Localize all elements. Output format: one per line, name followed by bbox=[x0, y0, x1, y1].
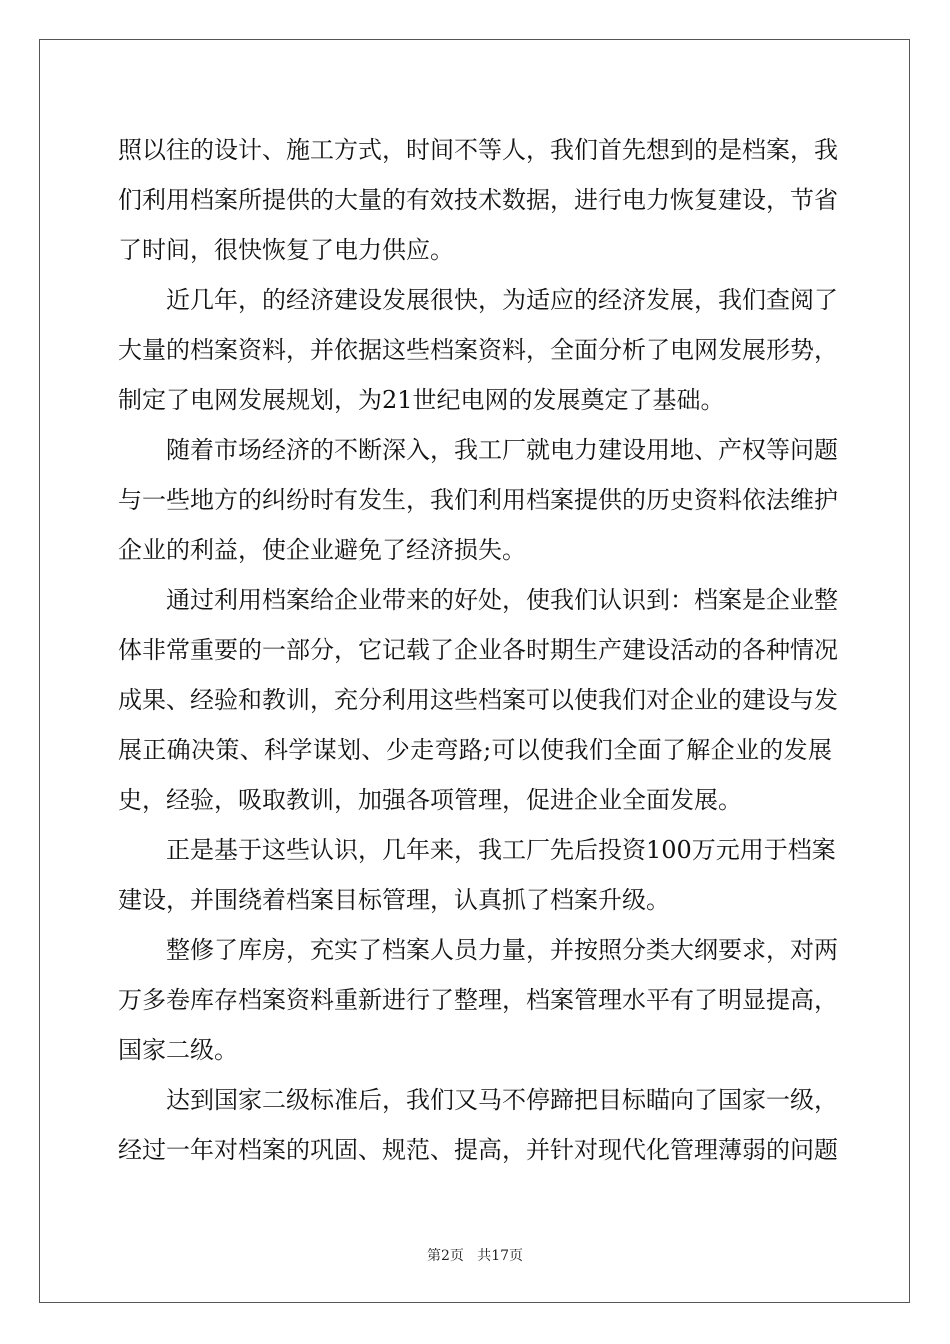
text-line: 国家二级。 bbox=[118, 1036, 238, 1064]
text-line: 企业的利益，使企业避免了经济损失。 bbox=[118, 536, 526, 564]
text-line: 近几年，的经济建设发展很快，为适应的经济发展，我们查阅了 bbox=[166, 286, 838, 314]
text-line: 经过一年对档案的巩固、规范、提高，并针对现代化管理薄弱的问题 bbox=[118, 1136, 838, 1164]
text-line: 制定了电网发展规划，为21世纪电网的发展奠定了基础。 bbox=[118, 386, 725, 414]
text-line: 成果、经验和教训，充分利用这些档案可以使我们对企业的建设与发 bbox=[118, 686, 838, 714]
text-line: 正是基于这些认识，几年来，我工厂先后投资100万元用于档案 bbox=[166, 836, 836, 864]
text-line: 史，经验，吸取教训，加强各项管理，促进企业全面发展。 bbox=[118, 786, 742, 814]
text-line: 与一些地方的纠纷时有发生，我们利用档案提供的历史资料依法维护 bbox=[118, 486, 838, 514]
text-line: 万多卷库存档案资料重新进行了整理，档案管理水平有了明显提高， bbox=[118, 986, 838, 1014]
text-line: 展正确决策、科学谋划、少走弯路;可以使我们全面了解企业的发展 bbox=[118, 736, 832, 764]
text-line: 达到国家二级标准后，我们又马不停蹄把目标瞄向了国家一级， bbox=[166, 1086, 838, 1114]
text-line: 建设，并围绕着档案目标管理，认真抓了档案升级。 bbox=[118, 886, 670, 914]
text-line: 整修了库房，充实了档案人员力量，并按照分类大纲要求，对两 bbox=[166, 936, 838, 964]
text-line: 照以往的设计、施工方式，时间不等人，我们首先想到的是档案，我 bbox=[118, 136, 838, 164]
text-line: 大量的档案资料，并依据这些档案资料，全面分析了电网发展形势， bbox=[118, 336, 838, 364]
text-line: 通过利用档案给企业带来的好处，使我们认识到：档案是企业整 bbox=[166, 586, 838, 614]
text-line: 了时间，很快恢复了电力供应。 bbox=[118, 236, 454, 264]
text-line: 们利用档案所提供的大量的有效技术数据，进行电力恢复建设，节省 bbox=[118, 186, 838, 214]
text-line: 体非常重要的一部分，它记载了企业各时期生产建设活动的各种情况 bbox=[118, 636, 838, 664]
page-number: 第2页 共17页 bbox=[426, 1248, 524, 1264]
text-line: 随着市场经济的不断深入，我工厂就电力建设用地、产权等问题 bbox=[166, 436, 838, 464]
